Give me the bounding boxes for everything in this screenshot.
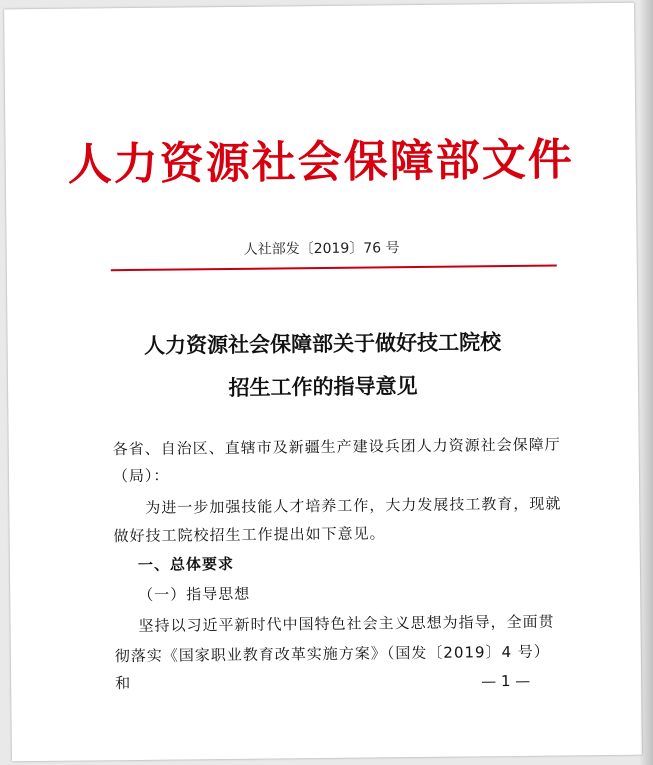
document-page: [4, 3, 642, 762]
scan-edge-shadow: [639, 0, 653, 765]
body-line-1: 坚持以习近平新时代中国特色社会主义思想为指导，全面贯: [138, 612, 555, 635]
document-number: 人社部发〔2019〕76 号: [243, 240, 400, 258]
salutation-line-2: （局）：: [112, 466, 170, 486]
red-divider-rule: [111, 265, 557, 272]
document-title-line-2: 招生工作的指导意见: [228, 374, 418, 400]
intro-line-1: 为进一步加强技能人才培养工作，大力发展技工教育，现就: [145, 494, 562, 517]
body-line-2: 彻落实《国家职业教育改革实施方案》（国发〔2019〕4 号）和: [114, 642, 550, 693]
document-title-line-1: 人力资源社会保障部关于做好技工院校: [143, 330, 502, 358]
salutation-line-1: 各省、自治区、直辖市及新疆生产建设兵团人力资源社会保障厅: [112, 435, 561, 459]
subsection-heading: （一）指导思想: [138, 584, 251, 604]
page-number: — 1 —: [481, 671, 531, 691]
issuer-header-title: 人力资源社会保障部文件: [67, 134, 574, 191]
intro-line-2: 做好技工院校招生工作提出如下意见。: [113, 524, 386, 546]
section-heading: 一、总体要求: [137, 554, 235, 574]
